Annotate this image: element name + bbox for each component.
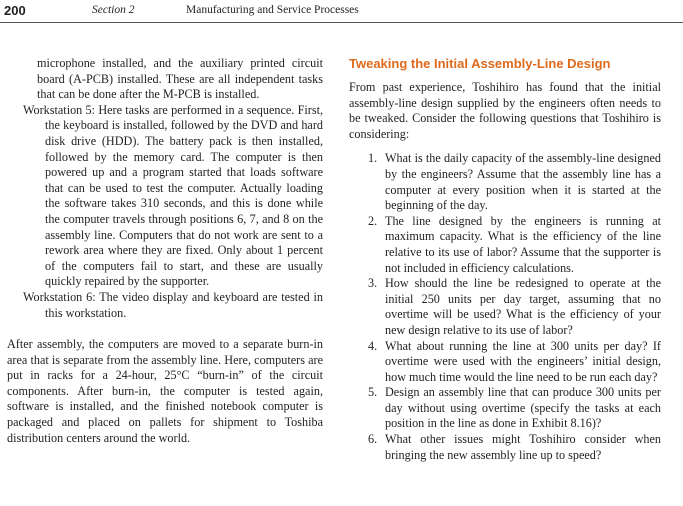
intro-paragraph: From past experience, Toshihiro has found that the initial assembly-line design supplied by the engineers often needs to be tweaked. Consider the following questions that Toshihiro is considering: bbox=[349, 80, 661, 141]
question-text: Design an assembly line that can produce 300 units per day without using overtime (specify the tasks at each position in the line as done in Exhibit 8.16)? bbox=[385, 385, 661, 431]
question-number: 1. bbox=[368, 151, 378, 166]
question-number: 3. bbox=[368, 276, 378, 291]
question-item bbox=[349, 385, 661, 432]
question-number: 4. bbox=[368, 338, 378, 353]
question-item bbox=[349, 276, 661, 338]
question-text: What other issues might Toshihiro consider when bringing the new assembly line up to speed? bbox=[385, 432, 661, 462]
running-header bbox=[0, 0, 683, 23]
question-item bbox=[349, 214, 661, 276]
page-number: 200 bbox=[4, 3, 26, 18]
question-text: The line designed by the engineers is running at maximum capacity. What is the efficiency of the line relative to its use of labor? Assume that the supporter is not included in efficiency calculations. bbox=[385, 213, 661, 275]
section-label: Section 2 bbox=[92, 4, 135, 16]
question-number: 5. bbox=[368, 385, 378, 400]
question-item bbox=[349, 151, 661, 213]
continuation-paragraph: microphone installed, and the auxiliary printed circuit board (A-PCB) installed. These are all independent tasks that can be done after the M-PCB is installed. bbox=[37, 56, 323, 102]
question-number: 6. bbox=[368, 432, 378, 447]
question-text: How should the line be redesigned to operate at the initial 250 units per day target, assuming that no overtime will be used? What is the efficiency of your new design relative to its use of labor? bbox=[385, 276, 661, 337]
burn-in-paragraph: After assembly, the computers are moved to a separate burn-in area that is separate from the assembly line. Here, computers are put in racks for a 24-hour, 25°C “burn-in” of the circuit components. After burn-in, the computer is tested again, software is installed, and the finished notebook computer is packaged and placed on pallets for shipment to Toshiba distribution centers around the world. bbox=[7, 337, 323, 445]
workstation-5-paragraph: Workstation 5: Here tasks are performed in a sequence. First, the keyboard is installed, followed by the DVD and hard disk drive (HDD). The battery pack is then installed, followed by the memory card. The computer is then powered up and a program started that loads software that can be used to test the computer. Actually loading the software takes 310 seconds, and this is done while the computer travels through positions 6, 7, and 8 on the assembly line. Computers that do not work are sent to a rework area where they are fixed. Only about 1 percent of the computers fail to start, and these are usually quickly repaired by the supporter. bbox=[23, 102, 323, 289]
chapter-title: Manufacturing and Service Processes bbox=[186, 4, 359, 16]
question-text: What about running the line at 300 units per day? If overtime were used with the engineers’ initial design, how much time would the line need to be run each day? bbox=[385, 338, 661, 384]
workstation-6-paragraph: Workstation 6: The video display and keyboard are tested in this workstation. bbox=[23, 289, 323, 320]
question-text: What is the daily capacity of the assembly-line designed by the engineers? Assume that the assembly line has a computer at every position when it is started at the beginning of the day. bbox=[385, 151, 661, 213]
question-item bbox=[349, 339, 661, 386]
question-number: 2. bbox=[368, 213, 378, 228]
question-item bbox=[349, 432, 661, 463]
section-heading: Tweaking the Initial Assembly-Line Design bbox=[349, 56, 611, 71]
right-column bbox=[349, 56, 661, 463]
left-column bbox=[7, 56, 323, 446]
questions-list bbox=[349, 151, 661, 463]
